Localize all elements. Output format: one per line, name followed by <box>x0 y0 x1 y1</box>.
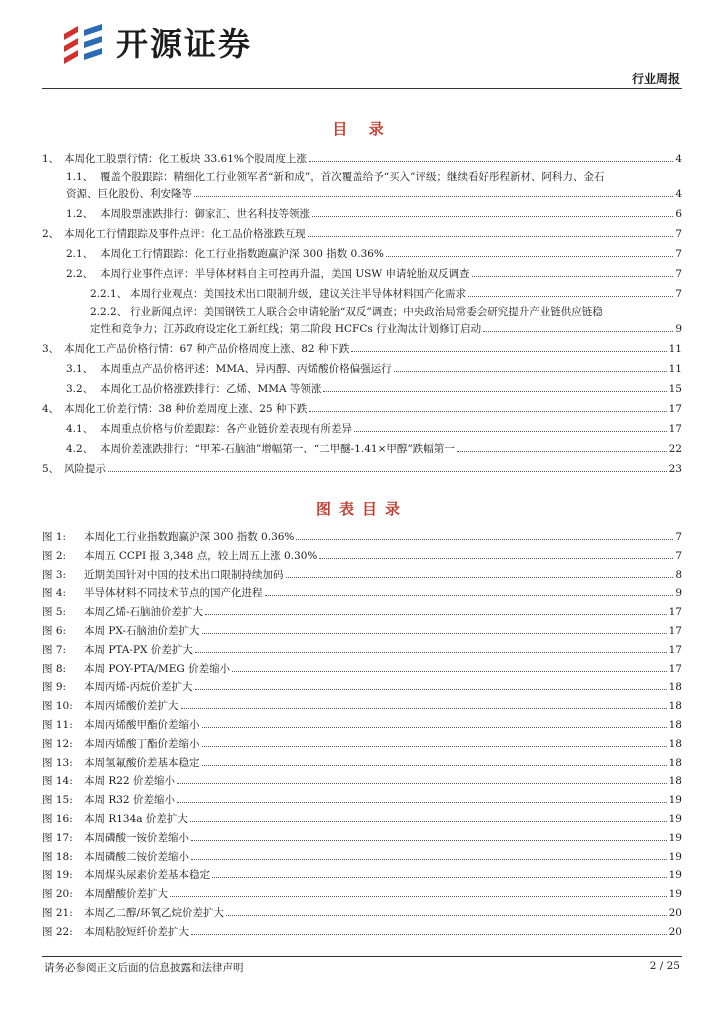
leader-dots <box>226 904 667 916</box>
toc-number: 4.2、 <box>66 443 94 455</box>
footer-divider <box>42 956 682 957</box>
toc-text: 本周行业事件点评：半导体材料自主可控再升温，美国 USW 申请轮胎双反调查 <box>100 268 470 280</box>
toc-page: 11 <box>668 343 682 355</box>
figure-text: 本周 POY-PTA/MEG 价差缩小 <box>84 662 231 675</box>
leader-dots <box>312 205 673 217</box>
toc-item[interactable] <box>42 440 682 457</box>
leader-dots <box>483 320 673 332</box>
toc-item[interactable] <box>42 460 682 477</box>
figure-item[interactable] <box>42 547 682 566</box>
toc-page: 7 <box>675 228 682 240</box>
figure-page: 19 <box>668 831 682 844</box>
toc-page: 22 <box>668 443 682 455</box>
figure-number: 图 4: <box>42 587 67 600</box>
toc-number: 4、 <box>42 403 60 415</box>
figure-number: 图 9: <box>42 681 67 694</box>
figure-text: 本周乙二醇/环氧乙烷价差扩大 <box>84 906 225 919</box>
figure-number: 图 2: <box>42 549 67 562</box>
leader-dots <box>319 547 673 559</box>
figure-text: 本周 R32 价差缩小 <box>84 794 175 807</box>
figure-page: 17 <box>668 624 682 637</box>
figure-page: 18 <box>668 718 682 731</box>
toc-item[interactable] <box>42 205 682 222</box>
toc-number: 3.2、 <box>66 383 94 395</box>
toc-page: 7 <box>675 248 682 260</box>
figure-item[interactable] <box>42 697 682 716</box>
figure-number: 图 11: <box>42 718 73 731</box>
figure-page: 20 <box>668 906 682 919</box>
leader-dots <box>265 584 674 596</box>
figure-number: 图 13: <box>42 756 73 769</box>
leader-dots <box>468 285 673 297</box>
figure-number: 图 8: <box>42 662 67 675</box>
toc-item[interactable] <box>42 170 682 202</box>
toc-text: 本周化工行情跟踪：化工行业指数跑赢沪深 300 指数 0.36% <box>100 248 384 260</box>
leader-dots <box>202 754 667 766</box>
figure-page: 19 <box>668 869 682 882</box>
figure-item[interactable] <box>42 528 682 547</box>
figure-number: 图 12: <box>42 737 73 750</box>
figure-text: 本周丙烯酸丁酯价差缩小 <box>84 737 200 750</box>
page-number: 2 / 25 <box>649 960 680 972</box>
toc-text: 本周化工价差行情：38 种价差周度上涨、25 种下跌 <box>64 403 308 415</box>
leader-dots <box>232 660 667 672</box>
toc-text: 覆盖个股跟踪：精细化工行业领军者“新和成”，首次覆盖给予“买入”评级；继续看好彤程新材、阿科力、金石 <box>100 171 605 183</box>
leader-dots <box>386 245 673 257</box>
figure-page: 18 <box>668 737 682 750</box>
report-type: 行业周报 <box>631 72 680 86</box>
figure-item[interactable] <box>42 829 682 848</box>
toc-item[interactable] <box>42 400 682 417</box>
toc-number: 1、 <box>42 153 60 165</box>
figure-item[interactable] <box>42 622 682 641</box>
figure-text: 本周粘胶短纤价差扩大 <box>84 925 189 938</box>
figure-page: 19 <box>668 812 682 825</box>
figure-text: 本周氢氟酸价差基本稳定 <box>84 756 200 769</box>
figure-page: 19 <box>668 888 682 901</box>
figure-number: 图 16: <box>42 812 73 825</box>
figure-number: 图 3: <box>42 568 67 581</box>
figure-item[interactable] <box>42 641 682 660</box>
leader-dots <box>309 150 673 162</box>
figure-text: 本周 R134a 价差扩大 <box>84 812 188 825</box>
figure-text: 本周五 CCPI 报 3,348 点，较上周五上涨 0.30% <box>84 549 318 562</box>
toc-text: 本周股票涨跌排行：御家汇、世名科技等领涨 <box>100 208 310 220</box>
figure-number: 图 22: <box>42 925 73 938</box>
leader-dots <box>323 380 666 392</box>
figure-number: 图 20: <box>42 888 73 901</box>
figure-item[interactable] <box>42 660 682 679</box>
figure-page: 19 <box>668 850 682 863</box>
leader-dots <box>296 528 673 540</box>
toc-number: 2.2、 <box>66 268 94 280</box>
toc-page: 15 <box>668 383 682 395</box>
figure-item[interactable] <box>42 791 682 810</box>
figure-text: 本周 PX-石脑油价差扩大 <box>84 624 200 637</box>
figure-page: 7 <box>675 549 682 562</box>
leader-dots <box>354 420 667 432</box>
leader-dots <box>191 923 667 935</box>
figure-text: 本周丙烯酸甲酯价差缩小 <box>84 718 200 731</box>
toc-page: 17 <box>668 423 682 435</box>
leader-dots <box>195 678 667 690</box>
leader-dots <box>191 829 667 841</box>
figure-number: 图 15: <box>42 794 73 807</box>
figure-item[interactable] <box>42 566 682 585</box>
toc-item[interactable] <box>42 285 682 302</box>
toc-text-continued: 定性和竞争力；江苏政府设定化工新红线；第二阶段 HCFCs 行业淘汰计划修订启动 <box>90 323 482 335</box>
toc-item[interactable] <box>42 380 682 397</box>
leader-dots <box>108 460 667 472</box>
leader-dots <box>202 716 667 728</box>
figure-number: 图 18: <box>42 850 73 863</box>
leader-dots <box>308 225 674 237</box>
toc-title: 目 录 <box>332 120 392 138</box>
toc-number: 2.2.1、 <box>90 288 128 300</box>
leader-dots <box>472 265 674 277</box>
toc-text: 本周行业观点：美国技术出口限制升级，建议关注半导体材料国产化需求 <box>130 288 466 300</box>
figure-item[interactable] <box>42 603 682 622</box>
figure-number: 图 17: <box>42 831 73 844</box>
figure-text: 本周乙烯-石脑油价差扩大 <box>84 606 204 619</box>
toc-text: 风险提示 <box>64 463 106 475</box>
toc-page: 23 <box>668 463 682 475</box>
figure-number: 图 19: <box>42 869 73 882</box>
leader-dots <box>212 866 667 878</box>
toc-page: 4 <box>675 153 682 165</box>
toc-text: 本周重点产品价格评述：MMA、异丙醇、丙烯酸价格偏强运行 <box>100 363 392 375</box>
toc-page: 9 <box>675 323 682 335</box>
toc-number: 1.1、 <box>66 171 94 183</box>
figure-page: 17 <box>668 643 682 656</box>
toc-item[interactable] <box>42 340 682 357</box>
toc-item[interactable] <box>42 150 682 167</box>
figure-item[interactable] <box>42 810 682 829</box>
brand-logo-icon <box>58 22 110 66</box>
toc-page: 4 <box>675 188 682 200</box>
figure-item[interactable] <box>42 716 682 735</box>
figure-text: 本周 R22 价差缩小 <box>84 775 175 788</box>
figure-item[interactable] <box>42 848 682 867</box>
figure-page: 18 <box>668 775 682 788</box>
leader-dots <box>202 622 667 634</box>
toc-item[interactable] <box>42 305 682 337</box>
toc-page: 6 <box>675 208 682 220</box>
toc-item[interactable] <box>42 360 682 377</box>
toc-text: 本周化工品价格涨跌排行：乙烯、MMA 等领涨 <box>100 383 322 395</box>
leader-dots <box>205 603 667 615</box>
toc-text: 本周化工股票行情：化工板块 33.61%个股周度上涨 <box>64 153 307 165</box>
toc-number: 2.2.2、 <box>90 306 128 318</box>
leader-dots <box>202 735 667 747</box>
leader-dots <box>309 400 666 412</box>
figure-list <box>42 528 682 942</box>
leader-dots <box>351 340 666 352</box>
figure-text: 半导体材料不同技术节点的国产化进程 <box>84 587 263 600</box>
figure-text: 本周化工行业指数跑赢沪深 300 指数 0.36% <box>84 531 295 543</box>
leader-dots <box>195 641 667 653</box>
figure-page: 9 <box>675 587 682 600</box>
leader-dots <box>177 772 667 784</box>
figure-page: 17 <box>668 606 682 619</box>
figure-item[interactable] <box>42 923 682 942</box>
toc-text: 行业新闻点评：美国钢铁工人联合会申请轮胎“双反”调查；中央政治局常委会研究提升产业链供应链稳 <box>130 306 603 318</box>
toc-number: 4.1、 <box>66 423 94 435</box>
toc-text: 本周化工产品价格行情：67 种产品价格周度上涨、82 种下跌 <box>64 343 350 355</box>
toc-text: 本周重点价格与价差跟踪：各产业链价差表现有所差异 <box>100 423 352 435</box>
toc-item[interactable] <box>42 420 682 437</box>
figure-item[interactable] <box>42 735 682 754</box>
figure-number: 图 5: <box>42 606 67 619</box>
figure-item[interactable] <box>42 904 682 923</box>
figure-list-title: 图表目录 <box>315 500 408 518</box>
toc-item[interactable] <box>42 225 682 242</box>
figure-item[interactable] <box>42 678 682 697</box>
toc-number: 5、 <box>42 463 60 475</box>
toc-item[interactable] <box>42 245 682 262</box>
toc-number: 3.1、 <box>66 363 94 375</box>
leader-dots <box>457 440 667 452</box>
figure-page: 19 <box>668 794 682 807</box>
leader-dots <box>191 848 667 860</box>
toc-number: 3、 <box>42 343 60 355</box>
leader-dots <box>177 791 667 803</box>
toc-text-continued: 资源、巨化股份、利安隆等 <box>66 188 192 200</box>
toc-number: 1.2、 <box>66 208 94 220</box>
figure-item[interactable] <box>42 584 682 603</box>
figure-number: 图 10: <box>42 700 73 713</box>
figure-number: 图 14: <box>42 775 73 788</box>
leader-dots <box>181 697 667 709</box>
figure-page: 8 <box>675 568 682 581</box>
leader-dots <box>194 185 673 197</box>
toc-text: 本周化工行情跟踪及事件点评：化工品价格涨跌互现 <box>64 228 306 240</box>
figure-text: 本周醋酸价差扩大 <box>84 888 168 901</box>
toc-page: 17 <box>668 403 682 415</box>
toc-item[interactable] <box>42 265 682 282</box>
header-divider <box>42 88 682 89</box>
figure-number: 图 1: <box>42 531 67 543</box>
toc-page: 7 <box>675 268 682 280</box>
figure-page: 20 <box>668 925 682 938</box>
leader-dots <box>190 810 667 822</box>
toc-text: 本周价差涨跌排行：“甲苯-石脑油”增幅第一、“二甲醚-1.41×甲醇”跌幅第一 <box>100 443 455 455</box>
toc-number: 2.1、 <box>66 248 94 260</box>
figure-page: 18 <box>668 681 682 694</box>
brand-name: 开源证券 <box>116 25 253 63</box>
figure-item[interactable] <box>42 885 682 904</box>
leader-dots <box>170 885 667 897</box>
figure-text: 本周煤头尿素价差基本稳定 <box>84 869 210 882</box>
leader-dots <box>394 360 667 372</box>
figure-number: 图 6: <box>42 624 67 637</box>
figure-item[interactable] <box>42 754 682 773</box>
toc-page: 7 <box>675 288 682 300</box>
figure-page: 17 <box>668 662 682 675</box>
figure-text: 本周磷酸一铵价差缩小 <box>84 831 189 844</box>
table-of-contents <box>42 150 682 477</box>
figure-item[interactable] <box>42 866 682 885</box>
footer-disclaimer: 请务必参阅正文后面的信息披露和法律声明 <box>44 962 244 974</box>
toc-number: 2、 <box>42 228 60 240</box>
figure-text: 近期美国针对中国的技术出口限制持续加码 <box>84 568 284 581</box>
figure-text: 本周磷酸二铵价差缩小 <box>84 850 189 863</box>
toc-page: 11 <box>668 363 682 375</box>
figure-text: 本周丙烯酸价差扩大 <box>84 700 179 713</box>
figure-page: 18 <box>668 756 682 769</box>
figure-page: 18 <box>668 700 682 713</box>
brand-logo <box>58 22 252 66</box>
figure-number: 图 21: <box>42 906 73 919</box>
figure-number: 图 7: <box>42 643 67 656</box>
figure-text: 本周丙烯-丙烷价差扩大 <box>84 681 193 694</box>
figure-text: 本周 PTA-PX 价差扩大 <box>84 643 193 656</box>
leader-dots <box>286 566 674 578</box>
figure-page: 7 <box>675 531 682 543</box>
figure-item[interactable] <box>42 772 682 791</box>
